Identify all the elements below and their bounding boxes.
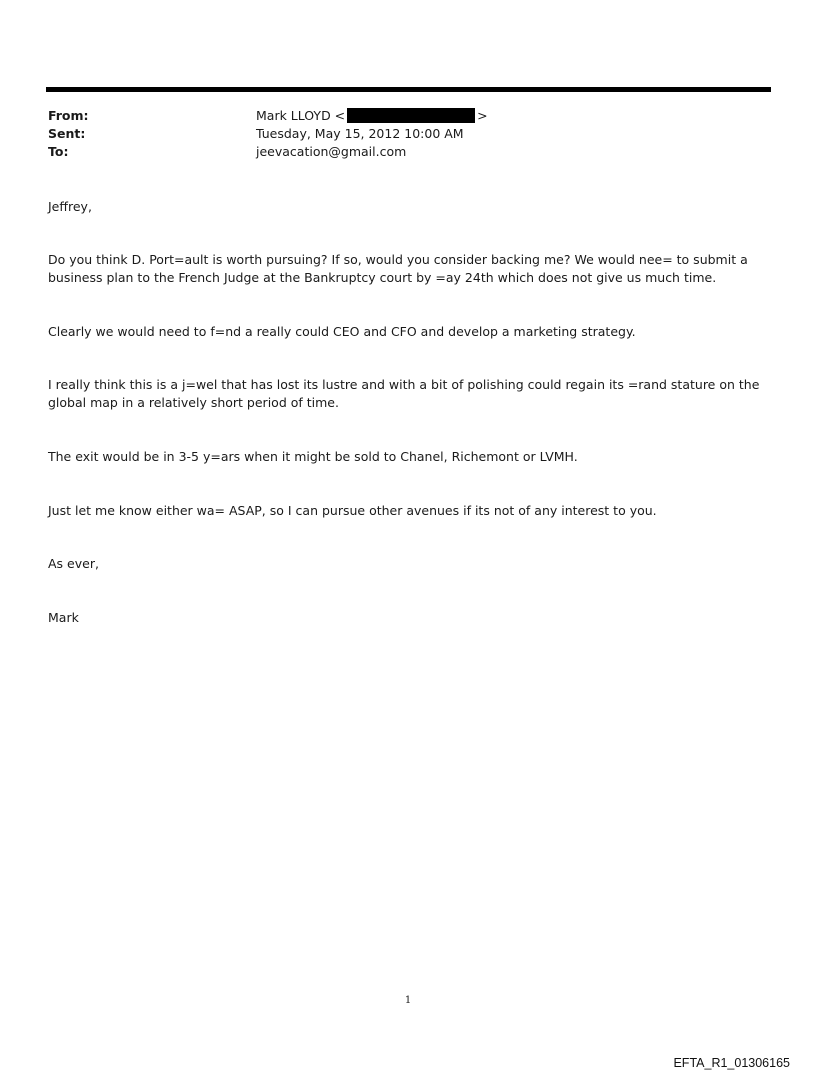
redacted-email-block <box>347 108 475 123</box>
from-label: From: <box>48 108 89 123</box>
body-paragraph-1: Do you think D. Port=ault is worth pursuing? If so, would you consider backing me? We would nee= to submit a business plan to the French Judge at the Bankruptcy court by =ay 24th which does not give us much time. <box>48 252 748 285</box>
sender-bracket-close: > <box>477 108 488 123</box>
sent-row <box>48 125 768 143</box>
from-value <box>256 107 488 125</box>
body-paragraph-3: I really think this is a j=wel that has lost its lustre and with a bit of polishing could regain its =rand stature on the global map in a relatively short period of time. <box>48 377 760 410</box>
sender-name: Mark LLOYD < <box>256 108 346 123</box>
sent-value: Tuesday, May 15, 2012 10:00 AM <box>256 126 464 141</box>
to-label: To: <box>48 144 69 159</box>
body-paragraph-2: Clearly we would need to f=nd a really could CEO and CFO and develop a marketing strategy. <box>48 324 636 339</box>
to-value: jeevacation@gmail.com <box>256 144 407 159</box>
body-paragraph-5: Just let me know either wa= ASAP, so I can pursue other avenues if its not of any interest to you. <box>48 503 657 518</box>
signature: Mark <box>48 610 79 625</box>
greeting: Jeffrey, <box>48 199 92 214</box>
header-divider <box>46 87 771 92</box>
page-number: 1 <box>404 995 412 1006</box>
sent-label: Sent: <box>48 126 86 141</box>
from-row <box>48 107 768 125</box>
closing: As ever, <box>48 556 99 571</box>
email-header <box>48 107 768 161</box>
body-paragraph-4: The exit would be in 3-5 y=ars when it might be sold to Chanel, Richemont or LVMH. <box>48 449 578 464</box>
to-row <box>48 143 768 161</box>
document-id: EFTA_R1_01306165 <box>673 1056 790 1070</box>
